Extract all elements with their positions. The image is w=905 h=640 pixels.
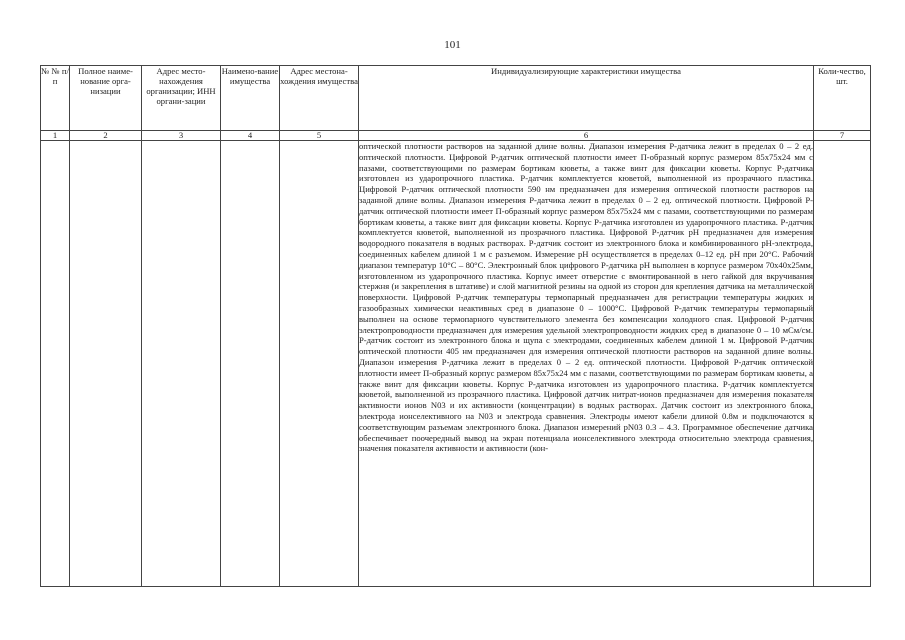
cell-characteristics bbox=[359, 141, 814, 587]
column-number: 4 bbox=[221, 131, 280, 141]
column-number: 6 bbox=[359, 131, 814, 141]
property-table bbox=[40, 65, 871, 587]
cell-organization-name bbox=[70, 141, 142, 587]
header-row-number: № № п/п bbox=[41, 66, 70, 131]
column-number-row bbox=[41, 131, 871, 141]
cell-property-name bbox=[221, 141, 280, 587]
column-number: 3 bbox=[142, 131, 221, 141]
cell-quantity bbox=[814, 141, 871, 587]
header-quantity: Коли-чество, шт. bbox=[814, 66, 871, 131]
header-organization-address: Адрес место-нахождения организации; ИНН органи-зации bbox=[142, 66, 221, 131]
header-property-address: Адрес местона-хождения имущества bbox=[280, 66, 359, 131]
characteristics-text: оптической плотности растворов на заданной длине волны. Диапазон измерения Р-датчика лежит в пределах 0 – 2 ед. оптической плотности. Цифровой Р-датчик оптической плотности имеет П-образный корпус размером 85x75x24 мм с пазами, соответствующими по размерам бортикам кюветы, а также винт для фиксации кюветы. Корпус Р-датчика изготовлен из ударопрочного пластика. Р-датчик комплектуется кюветой, выполненной из прозрачного пластика. Цифровой Р-датчик оптической плотности 590 нм предназначен для измерения оптической плотности растворов на заданной длине волны. Диапазон измерения Р-датчика лежит в пределах 0 – 2 ед. оптической плотности. Цифровой Р-датчик оптической плотности имеет П-образный корпус размером 85x75x24 мм с пазами, соответствующими по размерам бортикам кюветы, а также винт для фиксации кюветы. Корпус Р-датчика изготовлен из ударопрочного пластика. Р-датчик комплектуется кюветой, выполненной из прозрачного пластика. Цифровой Р-датчик рН предназначен для измерения водородного показателя в водных растворах. Р-датчик состоит из электронного блока и комбинированного рН-электрода, соединенных кабелем длиной 1 м с разъемом. Измерение рН осуществляется в пределах 0–12 ед. рН при 20°С. Рабочий диапазон температур 10°С – 80°С. Электронный блок цифрового Р-датчика рН выполнен в корпусе размером 70x40x25мм, изготовленном из ударопрочного пластика. Корпус имеет отверстие с вмонтированной в него гайкой для вкручивания стержня (и закрепления в штативе) и слой магнитной резины на одной из сторон для крепления датчика на металлической поверхности. Цифровой Р-датчик температуры термопарный предназначен для регистрации температуры жидких и газообразных химически неактивных сред в диапазоне 0 – 1000°С. Цифровой Р-датчик температуры термопарный выполнен на основе термопарного чувствительного элемента без компенсации холодного спая. Цифровой Р-датчик электропроводности предназначен для измерения удельной электропроводности жидких сред в диапазоне 0 – 10 мСм/см. Р-датчик состоит из электронного блока и щупа с электродами, соединенных кабелем длиной 1 м. Цифровой Р-датчик оптической плотности 405 нм предназначен для измерения оптической плотности растворов на заданной длине волны. Диапазон измерения Р-датчика лежит в пределах 0 – 2 ед. оптической плотности. Цифровой Р-датчик оптической плотности имеет П-образный корпус размером 85x75x24 мм с пазами, соответствующими по размерам бортикам кюветы, а также винт для фиксации кюветы. Корпус Р-датчика изготовлен из ударопрочного пластика. Р-датчик комплектуется кюветой, выполненной из прозрачного пластика. Цифровой датчик нитрат-ионов предназначен для измерения показателя активности ионов N03 и их активности (концентрации) в водных растворах. Датчик состоит из электронного блока, электрода ионселективного на N03 и электрода сравнения. Электроды имеют кабели длиной 0.8м и подключаются к соответствующим разъемам электронного блока. Диапазон измерений pN03 0.3 – 4.3. Программное обеспечение датчика обеспечивает поочередный вывод на экран потенциала ионселективного электрода относительно электрода сравнения, значения показателя активности и активности (кон- bbox=[359, 141, 813, 454]
cell-row-number bbox=[41, 141, 70, 587]
column-number: 5 bbox=[280, 131, 359, 141]
page-number: 101 bbox=[444, 39, 461, 51]
header-property-name: Наимено-вание имущества bbox=[221, 66, 280, 131]
header-characteristics: Индивидуализирующие характеристики имущества bbox=[359, 66, 814, 131]
table-row bbox=[41, 141, 871, 587]
column-number: 1 bbox=[41, 131, 70, 141]
cell-property-address bbox=[280, 141, 359, 587]
header-organization-name: Полное наиме-нование орга-низации bbox=[70, 66, 142, 131]
column-number: 7 bbox=[814, 131, 871, 141]
header-row bbox=[41, 66, 871, 131]
cell-organization-address bbox=[142, 141, 221, 587]
column-number: 2 bbox=[70, 131, 142, 141]
